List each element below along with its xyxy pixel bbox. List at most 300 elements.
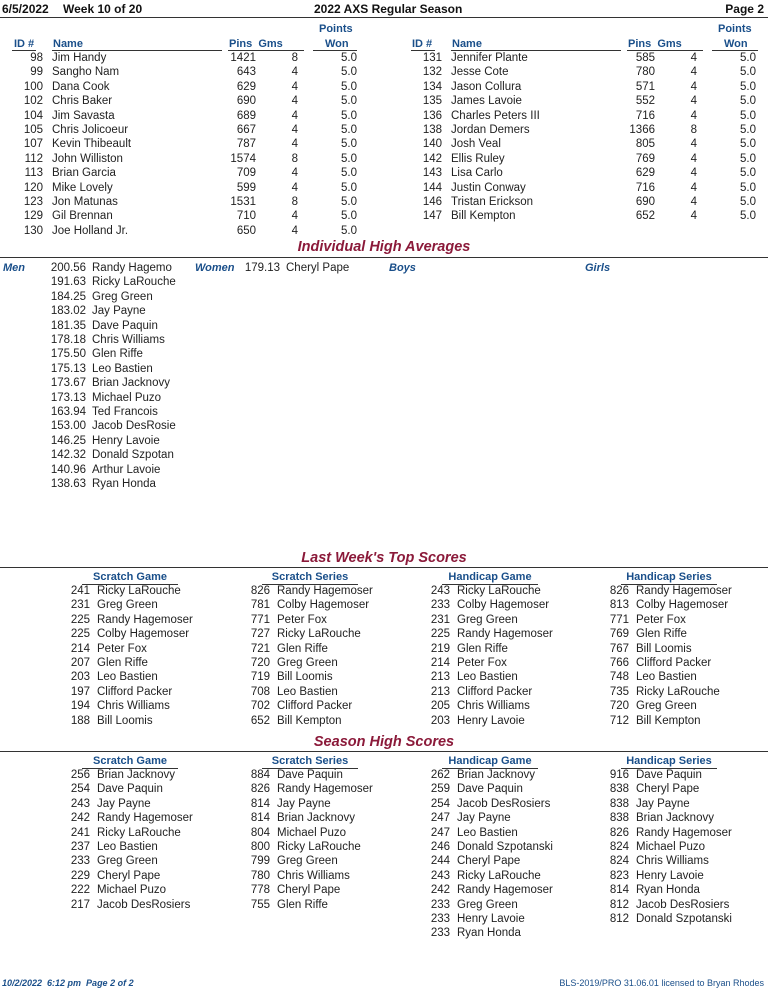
roster-points: 5.0 bbox=[341, 210, 357, 223]
score-row bbox=[238, 826, 346, 840]
score-row bbox=[418, 670, 518, 684]
average-row bbox=[46, 448, 174, 462]
roster-id: 99 bbox=[30, 66, 43, 79]
average-row bbox=[46, 362, 153, 376]
bowler-name: Leo Bastien bbox=[92, 362, 153, 375]
score-value: 826 bbox=[250, 585, 270, 597]
bowler-name: Chris Williams bbox=[97, 700, 170, 713]
score-value: 708 bbox=[250, 685, 270, 698]
score-row bbox=[597, 670, 697, 684]
score-row bbox=[418, 642, 508, 656]
score-row bbox=[58, 797, 151, 811]
bowler-name: Randy Hagemoser bbox=[457, 884, 553, 897]
roster-pins: 599 bbox=[236, 181, 256, 194]
score-value: 254 bbox=[70, 783, 90, 796]
bowler-name: Henry Lavoie bbox=[457, 913, 525, 925]
roster-games: 4 bbox=[291, 210, 298, 223]
bowler-name: Ricky LaRouche bbox=[457, 585, 541, 597]
bowler-name: Dave Paquin bbox=[277, 769, 343, 781]
score-row bbox=[418, 826, 518, 840]
score-value: 231 bbox=[430, 613, 450, 626]
last-week-rule bbox=[0, 567, 768, 568]
roster-points: 5.0 bbox=[740, 95, 756, 108]
roster-points: 5.0 bbox=[740, 167, 756, 180]
roster-pins: 643 bbox=[236, 66, 256, 79]
score-value: 826 bbox=[250, 783, 270, 796]
roster-row bbox=[399, 152, 759, 166]
roster-points: 5.0 bbox=[740, 152, 756, 165]
roster-id: 142 bbox=[422, 152, 442, 165]
roster-name: Charles Peters III bbox=[451, 109, 540, 122]
bowler-name: Randy Hagemoser bbox=[277, 585, 373, 597]
average-value: 138.63 bbox=[50, 478, 86, 490]
bowler-name: Jay Payne bbox=[277, 797, 331, 810]
score-row bbox=[238, 714, 342, 728]
roster-row bbox=[0, 209, 360, 223]
roster-row bbox=[399, 181, 759, 195]
score-row bbox=[238, 768, 343, 782]
score-value: 735 bbox=[609, 685, 629, 698]
roster-row bbox=[0, 109, 360, 123]
report-title: 2022 AXS Regular Season bbox=[314, 2, 463, 16]
roster-points: 5.0 bbox=[740, 109, 756, 122]
average-value: 175.50 bbox=[50, 348, 86, 361]
roster-points: 5.0 bbox=[341, 109, 357, 122]
average-row bbox=[46, 275, 176, 289]
score-value: 755 bbox=[250, 898, 270, 911]
roster-name: Chris Jolicoeur bbox=[52, 124, 129, 136]
roster-name: Tristan Erickson bbox=[451, 196, 534, 208]
roster-name: Kevin Thibeault bbox=[52, 138, 132, 151]
col-name: Name bbox=[452, 38, 482, 50]
score-value: 219 bbox=[430, 642, 450, 655]
score-row bbox=[238, 598, 369, 612]
bowler-name: Leo Bastien bbox=[636, 671, 697, 684]
bowler-name: Donald Szpotan bbox=[92, 449, 174, 462]
roster-pins: 585 bbox=[635, 52, 655, 64]
bowler-name: Glen Riffe bbox=[636, 628, 687, 641]
roster-points: 5.0 bbox=[740, 66, 756, 79]
bowler-name: Jay Payne bbox=[92, 305, 146, 318]
roster-games: 4 bbox=[690, 196, 697, 208]
roster-name: Jesse Cote bbox=[451, 66, 509, 79]
roster-id: 113 bbox=[24, 167, 43, 180]
score-value: 800 bbox=[250, 841, 270, 853]
bowler-name: Randy Hagemoser bbox=[636, 585, 732, 597]
bowler-name: Greg Green bbox=[97, 855, 158, 868]
roster-games: 4 bbox=[690, 52, 697, 64]
average-row bbox=[46, 290, 153, 304]
average-value: 173.13 bbox=[50, 391, 86, 404]
col-pins-gms: Pins Gms bbox=[229, 38, 283, 50]
average-value: 184.25 bbox=[50, 290, 86, 303]
score-value: 812 bbox=[609, 913, 629, 925]
average-row bbox=[46, 347, 143, 361]
score-value: 254 bbox=[430, 797, 450, 810]
roster-row bbox=[399, 195, 759, 209]
bowler-name: Ricky LaRouche bbox=[277, 841, 361, 853]
score-row bbox=[597, 782, 699, 796]
roster-row bbox=[399, 109, 759, 123]
score-value: 814 bbox=[609, 884, 629, 897]
roster-pins: 769 bbox=[635, 152, 655, 165]
score-row bbox=[597, 598, 728, 612]
bowler-name: Ryan Honda bbox=[457, 927, 521, 940]
average-row bbox=[46, 333, 165, 347]
bowler-name: Brian Jacknovy bbox=[97, 769, 175, 781]
roster-row bbox=[0, 123, 360, 137]
roster-id: 129 bbox=[23, 210, 43, 223]
score-row bbox=[418, 912, 525, 926]
roster-id: 143 bbox=[422, 167, 442, 180]
score-row bbox=[58, 670, 158, 684]
score-value: 233 bbox=[430, 898, 450, 911]
roster-pins: 629 bbox=[635, 167, 655, 180]
score-value: 727 bbox=[250, 628, 270, 641]
score-row bbox=[418, 699, 530, 713]
roster-id: 147 bbox=[422, 210, 442, 223]
average-row bbox=[46, 261, 172, 275]
score-row bbox=[238, 685, 338, 699]
roster-id: 146 bbox=[422, 196, 442, 208]
col-won: Won bbox=[325, 38, 349, 50]
bowler-name: Randy Hagemoser bbox=[277, 783, 373, 796]
bowler-name: Cheryl Pape bbox=[97, 869, 161, 882]
page-number: Page 2 bbox=[725, 2, 764, 16]
roster-points: 5.0 bbox=[341, 138, 357, 151]
roster-games: 4 bbox=[690, 210, 697, 223]
bowler-name: Glen Riffe bbox=[457, 642, 508, 655]
roster-games: 4 bbox=[291, 95, 298, 108]
score-row bbox=[238, 627, 361, 641]
score-value: 244 bbox=[430, 855, 450, 868]
average-value: 175.13 bbox=[50, 362, 86, 375]
roster-name: John Williston bbox=[52, 152, 123, 165]
score-row bbox=[418, 584, 541, 598]
roster-id: 132 bbox=[422, 66, 442, 79]
average-row bbox=[46, 477, 156, 491]
roster-name: James Lavoie bbox=[451, 95, 522, 108]
roster-id: 100 bbox=[23, 80, 43, 93]
average-row bbox=[240, 261, 349, 275]
score-row bbox=[58, 714, 153, 728]
roster-id: 98 bbox=[30, 52, 43, 64]
score-value: 814 bbox=[250, 797, 270, 810]
bowler-name: Greg Green bbox=[636, 700, 697, 713]
bowler-name: Ricky LaRouche bbox=[92, 276, 176, 289]
col-points: Points bbox=[319, 23, 353, 35]
score-value: 766 bbox=[609, 657, 629, 669]
header-rule bbox=[0, 17, 768, 18]
bowler-name: Donald Szpotanski bbox=[636, 913, 732, 925]
score-column-header: Scratch Series bbox=[262, 571, 358, 585]
roster-id: 131 bbox=[422, 52, 442, 64]
score-value: 247 bbox=[430, 826, 450, 839]
col-points: Points bbox=[718, 23, 752, 35]
score-row bbox=[597, 811, 714, 825]
roster-row bbox=[399, 209, 759, 223]
roster-name: Jordan Demers bbox=[451, 124, 530, 136]
last-week-title: Last Week's Top Scores bbox=[301, 550, 467, 566]
bowler-name: Randy Hagemoser bbox=[97, 613, 193, 626]
score-row bbox=[597, 797, 690, 811]
score-value: 194 bbox=[70, 700, 90, 713]
score-value: 233 bbox=[70, 855, 90, 868]
roster-points: 5.0 bbox=[341, 80, 357, 93]
bowler-name: Michael Puzo bbox=[636, 841, 706, 853]
roster-pins: 780 bbox=[635, 66, 655, 79]
score-value: 814 bbox=[250, 812, 270, 825]
score-row bbox=[238, 584, 373, 598]
bowler-name: Jacob DesRosie bbox=[92, 420, 176, 433]
score-row bbox=[58, 598, 158, 612]
roster-id: 144 bbox=[422, 181, 442, 194]
score-row bbox=[58, 782, 163, 796]
bowler-name: Brian Jacknovy bbox=[277, 812, 355, 825]
score-value: 197 bbox=[70, 685, 90, 698]
roster-points: 5.0 bbox=[341, 167, 357, 180]
roster-points: 5.0 bbox=[341, 124, 357, 136]
roster-pins: 690 bbox=[236, 95, 256, 108]
score-row bbox=[597, 854, 709, 868]
bowler-name: Brian Jacknovy bbox=[636, 812, 714, 825]
score-value: 652 bbox=[250, 714, 270, 727]
score-row bbox=[418, 883, 553, 897]
average-value: 183.02 bbox=[50, 305, 86, 318]
average-value: 146.25 bbox=[50, 434, 86, 447]
score-value: 231 bbox=[70, 599, 90, 612]
score-value: 233 bbox=[430, 913, 450, 925]
roster-name: Jason Collura bbox=[451, 80, 522, 93]
bowler-name: Randy Hagemoser bbox=[636, 826, 732, 839]
score-row bbox=[418, 869, 541, 883]
roster-points: 5.0 bbox=[341, 52, 357, 64]
score-value: 823 bbox=[609, 869, 629, 882]
roster-points: 5.0 bbox=[740, 181, 756, 194]
bowler-name: Ricky LaRouche bbox=[457, 869, 541, 882]
score-row bbox=[58, 840, 158, 854]
score-row bbox=[238, 840, 361, 854]
score-value: 813 bbox=[609, 599, 629, 612]
roster-name: Brian Garcia bbox=[52, 167, 116, 180]
footer-timestamp: 10/2/2022 6:12 pm Page 2 of 2 bbox=[2, 978, 134, 988]
averages-title: Individual High Averages bbox=[297, 239, 471, 255]
score-row bbox=[597, 613, 686, 627]
score-value: 838 bbox=[609, 783, 629, 796]
roster-pins: 629 bbox=[236, 80, 256, 93]
score-row bbox=[418, 898, 518, 912]
average-value: 163.94 bbox=[50, 406, 86, 418]
bowler-name: Peter Fox bbox=[636, 613, 686, 626]
bowler-name: Clifford Packer bbox=[457, 685, 533, 698]
roster-pins: 552 bbox=[635, 95, 655, 108]
bowler-name: Peter Fox bbox=[97, 642, 147, 655]
roster-pins: 690 bbox=[635, 196, 655, 208]
bowler-name: Bill Kempton bbox=[277, 714, 342, 727]
bowler-name: Cheryl Pape bbox=[286, 262, 350, 274]
score-row bbox=[58, 699, 170, 713]
score-row bbox=[418, 613, 518, 627]
roster-id: 123 bbox=[23, 196, 43, 208]
score-row bbox=[597, 826, 732, 840]
bowler-name: Ryan Honda bbox=[92, 478, 156, 490]
roster-id: 120 bbox=[23, 181, 43, 194]
bowler-name: Randy Hagemoser bbox=[457, 628, 553, 641]
score-value: 799 bbox=[250, 855, 270, 868]
average-row bbox=[46, 319, 158, 333]
score-row bbox=[238, 670, 333, 684]
roster-games: 4 bbox=[291, 181, 298, 194]
score-row bbox=[238, 869, 350, 883]
score-value: 217 bbox=[70, 898, 90, 911]
roster-games: 4 bbox=[690, 167, 697, 180]
roster-name: Gil Brennan bbox=[52, 210, 113, 223]
bowler-name: Cheryl Pape bbox=[277, 884, 341, 897]
bowler-name: Greg Green bbox=[97, 599, 158, 612]
score-value: 826 bbox=[609, 826, 629, 839]
score-row bbox=[238, 782, 373, 796]
bowler-name: Brian Jacknovy bbox=[457, 769, 535, 781]
bowler-name: Leo Bastien bbox=[277, 685, 338, 698]
score-value: 256 bbox=[70, 769, 90, 781]
roster-pins: 689 bbox=[236, 109, 256, 122]
roster-id: 138 bbox=[422, 124, 442, 136]
score-row bbox=[418, 797, 550, 811]
bowler-name: Bill Loomis bbox=[97, 714, 153, 727]
score-row bbox=[597, 642, 692, 656]
score-value: 804 bbox=[250, 826, 270, 839]
roster-id: 134 bbox=[422, 80, 442, 93]
roster-row bbox=[0, 94, 360, 108]
score-value: 826 bbox=[609, 585, 629, 597]
roster-name: Justin Conway bbox=[451, 181, 526, 194]
score-value: 243 bbox=[430, 585, 450, 597]
col-id: ID # bbox=[14, 38, 35, 50]
roster-games: 8 bbox=[690, 124, 697, 136]
bowler-name: Dave Paquin bbox=[97, 783, 163, 796]
bowler-name: Jay Payne bbox=[457, 812, 511, 825]
score-row bbox=[58, 768, 175, 782]
roster-id: 140 bbox=[422, 138, 442, 151]
score-value: 778 bbox=[250, 884, 270, 897]
roster-games: 4 bbox=[690, 152, 697, 165]
bowler-name: Leo Bastien bbox=[97, 671, 158, 684]
roster-games: 4 bbox=[690, 109, 697, 122]
score-value: 225 bbox=[430, 628, 450, 641]
girls-label: Girls bbox=[585, 262, 611, 274]
score-row bbox=[418, 854, 520, 868]
bowler-name: Randy Hagemoser bbox=[97, 812, 193, 825]
score-row bbox=[238, 811, 355, 825]
score-value: 205 bbox=[430, 700, 450, 713]
score-row bbox=[238, 642, 328, 656]
bowler-name: Greg Green bbox=[457, 898, 518, 911]
roster-id: 112 bbox=[24, 152, 43, 165]
roster-games: 4 bbox=[690, 138, 697, 151]
score-value: 225 bbox=[70, 628, 90, 641]
bowler-name: Ricky LaRouche bbox=[97, 826, 181, 839]
col-won: Won bbox=[724, 38, 748, 50]
score-row bbox=[418, 685, 532, 699]
roster-points: 5.0 bbox=[341, 196, 357, 208]
roster-id: 130 bbox=[23, 224, 43, 237]
roster-name: Josh Veal bbox=[451, 138, 501, 151]
average-value: 200.56 bbox=[50, 262, 86, 274]
score-value: 203 bbox=[70, 671, 90, 684]
bowler-name: Henry Lavoie bbox=[92, 434, 160, 447]
score-row bbox=[597, 883, 700, 897]
col-pins-gms: Pins Gms bbox=[628, 38, 682, 50]
bowler-name: Cheryl Pape bbox=[636, 783, 700, 796]
boys-label: Boys bbox=[389, 262, 416, 274]
score-row bbox=[418, 840, 553, 854]
bowler-name: Greg Green bbox=[277, 657, 338, 669]
bowler-name: Leo Bastien bbox=[457, 826, 518, 839]
roster-points: 5.0 bbox=[341, 224, 357, 237]
roster-pins: 652 bbox=[635, 210, 655, 223]
score-value: 233 bbox=[430, 927, 450, 940]
score-row bbox=[597, 699, 697, 713]
score-value: 781 bbox=[250, 599, 270, 612]
roster-games: 8 bbox=[291, 196, 298, 208]
bowler-name: Randy Hagemo bbox=[92, 262, 172, 274]
roster-name: Jon Matunas bbox=[52, 196, 118, 208]
score-value: 214 bbox=[430, 657, 450, 669]
score-row bbox=[597, 714, 701, 728]
score-value: 719 bbox=[250, 671, 270, 684]
bowler-name: Glen Riffe bbox=[92, 348, 143, 361]
score-column-header: Handicap Series bbox=[621, 755, 717, 769]
score-row bbox=[418, 768, 535, 782]
score-column-header: Handicap Series bbox=[621, 571, 717, 585]
score-row bbox=[238, 883, 340, 897]
score-row bbox=[58, 898, 190, 912]
score-value: 812 bbox=[609, 898, 629, 911]
score-row bbox=[238, 613, 327, 627]
roster-pins: 1531 bbox=[230, 196, 256, 208]
bowler-name: Dave Paquin bbox=[92, 319, 158, 332]
score-row bbox=[597, 898, 729, 912]
score-row bbox=[58, 685, 172, 699]
roster-row bbox=[399, 166, 759, 180]
footer-license: BLS-2019/PRO 31.06.01 licensed to Bryan Rhodes bbox=[559, 978, 764, 988]
bowler-name: Donald Szpotanski bbox=[457, 841, 553, 853]
bowler-name: Brian Jacknovy bbox=[92, 377, 170, 390]
roster-name: Mike Lovely bbox=[52, 181, 113, 194]
roster-games: 4 bbox=[690, 181, 697, 194]
bowler-name: Michael Puzo bbox=[92, 391, 162, 404]
score-value: 242 bbox=[430, 884, 450, 897]
roster-pins: 709 bbox=[236, 167, 256, 180]
score-row bbox=[418, 656, 507, 670]
bowler-name: Arthur Lavoie bbox=[92, 463, 161, 476]
roster-pins: 716 bbox=[635, 181, 655, 194]
bowler-name: Cheryl Pape bbox=[457, 855, 521, 868]
score-value: 838 bbox=[609, 797, 629, 810]
score-row bbox=[58, 642, 147, 656]
score-row bbox=[238, 656, 338, 670]
average-row bbox=[46, 434, 160, 448]
col-name: Name bbox=[53, 38, 83, 50]
roster-row bbox=[0, 80, 360, 94]
bowler-name: Bill Loomis bbox=[277, 671, 333, 684]
score-row bbox=[597, 627, 687, 641]
score-value: 222 bbox=[70, 884, 90, 897]
score-row bbox=[58, 584, 181, 598]
bowler-name: Glen Riffe bbox=[277, 898, 328, 911]
score-value: 712 bbox=[609, 714, 629, 727]
roster-pins: 667 bbox=[236, 124, 256, 136]
